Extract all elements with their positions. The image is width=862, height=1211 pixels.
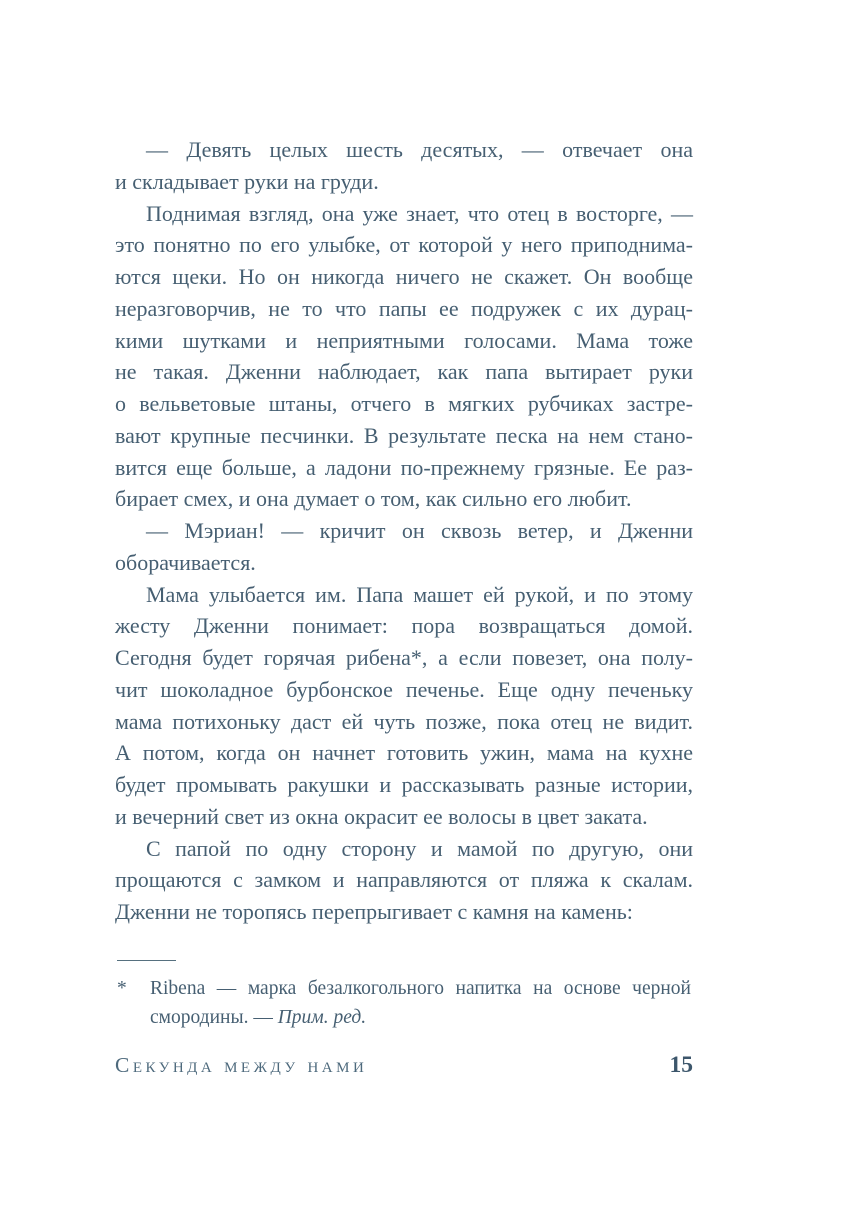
text-line: жесту Дженни понимает: пора возвращаться домой. xyxy=(115,613,693,639)
text-line: о вельветовые штаны, отчего в мягких рубчиках застре- xyxy=(115,391,693,416)
text-line: будет промывать ракушки и рассказывать разные истории, xyxy=(115,772,693,797)
text-line: Сегодня будет горячая рибена*, а если повезет, она полу- xyxy=(115,645,693,670)
text-line: вают крупные песчинки. В результате песка на нем стано- xyxy=(115,422,693,448)
text-line: вится еще больше, а ладони по-прежнему грязные. Ее раз- xyxy=(115,454,693,480)
footnote-marker: * xyxy=(117,978,127,999)
text-line: ются щеки. Но он никогда ничего не скажет. Он вообще xyxy=(115,264,693,289)
footnote-separator xyxy=(117,960,176,961)
text-line: Дженни не торопясь перепрыгивает с камня на камень: xyxy=(115,899,633,924)
text-line: — Девять целых шесть десятых, — отвечает она xyxy=(146,137,693,162)
text-line: мама потихоньку даст ей чуть позже, пока отец не видит. xyxy=(115,708,693,734)
text-line: Поднимая взгляд, она уже знает, что отец в восторге, — xyxy=(146,200,693,226)
text-line: неразговорчив, не то что папы ее подружек с их дурац- xyxy=(115,295,693,321)
footnote xyxy=(117,974,691,1032)
text-line: прощаются с замком и направляются от пляжа к скалам. xyxy=(115,867,693,893)
text-line: не такая. Дженни наблюдает, как папа вытирает руки xyxy=(115,359,693,385)
text-line: оборачивается. xyxy=(115,549,256,575)
text-line: А потом, когда он начнет готовить ужин, мама на кухне xyxy=(115,740,693,766)
footnote-body xyxy=(150,974,691,1032)
footnote-line-2-text: смородины. — xyxy=(150,1007,278,1028)
body-text xyxy=(115,134,693,928)
text-line: чит шоколадное бурбонское печенье. Еще одну печеньку xyxy=(115,676,693,702)
running-title: Секунда между нами xyxy=(115,1053,368,1077)
footnote-editor-note: Прим. ред. xyxy=(277,1007,367,1028)
page-footer xyxy=(115,1050,693,1080)
text-line: и вечерний свет из окна окрасит ее волосы в цвет заката. xyxy=(115,803,648,829)
text-line: и складывает руки на груди. xyxy=(115,168,379,194)
footnote-line-2 xyxy=(150,1003,691,1032)
text-line: кими шутками и неприятными голосами. Мама тоже xyxy=(115,327,693,353)
footnote-row xyxy=(117,974,691,1032)
text-line: С папой по одну сторону и мамой по другую, они xyxy=(146,835,693,861)
text-line: Мама улыбается им. Папа машет ей рукой, и по этому xyxy=(146,581,693,607)
text-line: — Мэриан! — кричит он сквозь ветер, и Дженни xyxy=(146,518,693,543)
text-line: это понятно по его улыбке, от которой у него приподнима- xyxy=(115,232,693,258)
text-line: бирает смех, и она думает о том, как сильно его любит. xyxy=(115,486,632,512)
footnote-line-1: Ribena — марка безалкогольного напитка на основе черной xyxy=(150,978,691,999)
page-number: 15 xyxy=(669,1052,693,1078)
